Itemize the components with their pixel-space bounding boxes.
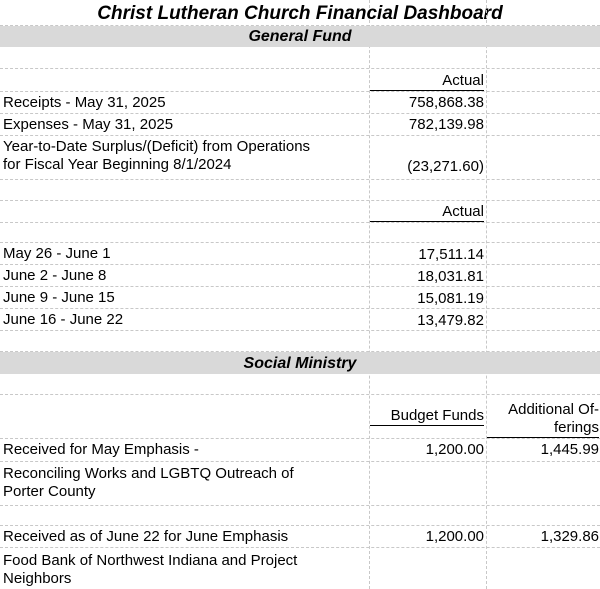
additional-offerings-header-line1: Additional Of- [508,401,599,418]
week-row [0,265,600,287]
week-label: June 9 - June 15 [3,289,115,306]
may-additional-value: 1,445.99 [540,441,599,458]
blank-row [0,331,600,352]
actual-header-row [0,69,600,92]
may-budget-value: 1,200.00 [425,441,484,458]
may-description-row [0,462,600,506]
week-label: June 16 - June 22 [3,311,124,328]
may-emphasis-label: Received for May Emphasis - [3,441,199,458]
june-emphasis-label: Received as of June 22 for June Emphasis [3,528,289,545]
blank-row [0,180,600,201]
general-fund-heading: General Fund [248,28,352,45]
week-label: June 2 - June 8 [3,267,107,284]
ministry-header-row [0,395,600,439]
budget-funds-header: Budget Funds [370,407,484,426]
weekly-actual-header: Actual [370,203,484,222]
june-description-line2: Neighbors [3,570,72,587]
week-row [0,243,600,265]
additional-offerings-header-line2: ferings [487,419,599,438]
week-row [0,287,600,309]
receipts-value: 758,868.38 [408,94,484,111]
blank-row [0,47,600,69]
surplus-label-line2: for Fiscal Year Beginning 8/1/2024 [3,156,232,173]
dashboard-title-row [0,0,600,26]
expenses-value: 782,139.98 [408,116,484,133]
receipts-row [0,92,600,114]
blank-row [0,506,600,526]
dashboard-title: Christ Lutheran Church Financial Dashboard [97,3,503,24]
may-description-line1: Reconciling Works and LGBTQ Outreach of [3,465,294,482]
week-value: 17,511.14 [418,246,484,263]
week-value: 15,081.19 [417,290,484,307]
weekly-header-row [0,201,600,223]
actual-header: Actual [370,72,484,91]
social-ministry-heading: Social Ministry [243,355,357,372]
june-emphasis-row [0,526,600,548]
expenses-row [0,114,600,136]
may-emphasis-row [0,439,600,462]
week-label: May 26 - June 1 [3,245,111,262]
blank-row [0,223,600,243]
general-fund-band [0,26,600,47]
may-description-line2: Porter County [3,483,96,500]
june-additional-value: 1,329.86 [540,528,599,545]
receipts-label: Receipts - May 31, 2025 [3,94,166,111]
blank-row [0,374,600,395]
social-ministry-band [0,352,600,374]
june-description-line1: Food Bank of Northwest Indiana and Project [3,552,298,569]
week-value: 13,479.82 [417,312,484,329]
surplus-value: (23,271.60) [407,158,484,175]
surplus-label-line1: Year-to-Date Surplus/(Deficit) from Operations [3,138,311,155]
week-row [0,309,600,331]
expenses-label: Expenses - May 31, 2025 [3,116,174,133]
surplus-row [0,136,600,180]
june-description-row [0,548,600,589]
june-budget-value: 1,200.00 [425,528,484,545]
week-value: 18,031.81 [417,268,484,285]
